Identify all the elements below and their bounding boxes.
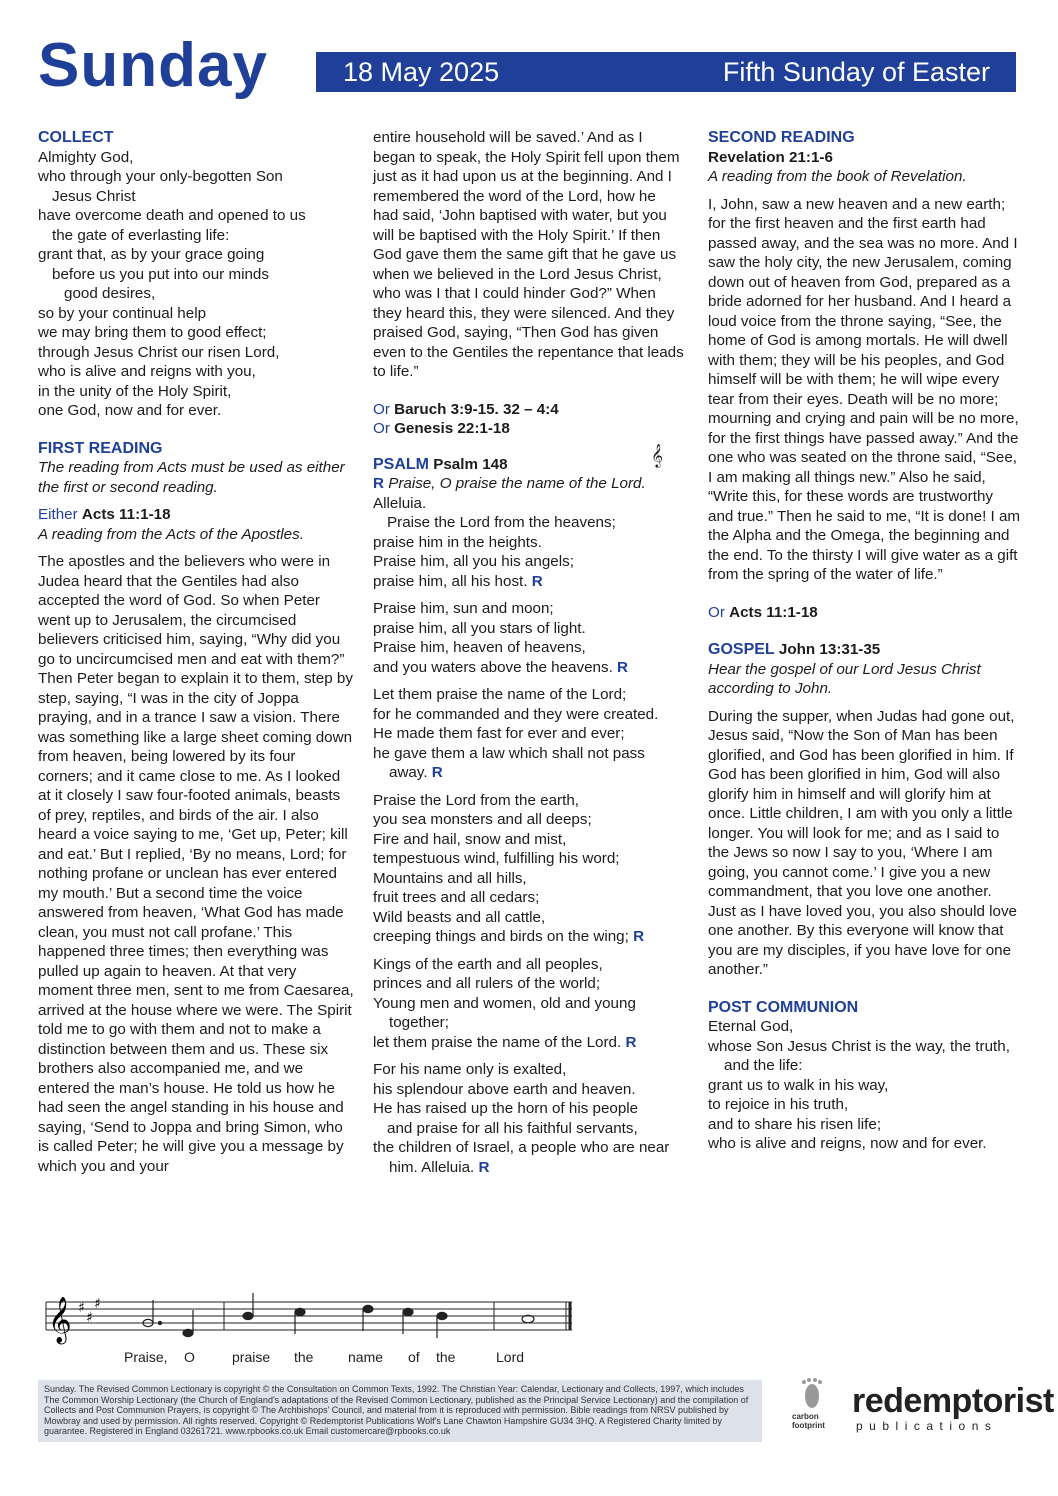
response-marker: R — [625, 1033, 637, 1051]
second-reading-intro: A reading from the book of Revelation. — [708, 168, 967, 185]
psalm-line — [373, 1138, 685, 1177]
psalm-line: Fire and hail, snow and mist, — [373, 830, 567, 848]
response-marker: R — [478, 1158, 490, 1176]
psalm-line: Mountains and all hills, — [373, 869, 527, 887]
psalm-line: praise him, all you stars of light. — [373, 619, 586, 637]
brand-logo: redemptorist — [852, 1382, 1054, 1420]
psalm-line: Kings of the earth and all peoples, — [373, 955, 603, 973]
post-communion-line: and to share his risen life; — [708, 1115, 882, 1133]
psalm-alleluia: Alleluia. — [373, 494, 427, 512]
psalm-line: for he commanded and they were created. — [373, 705, 659, 723]
collect-line: grant that, as by your grace going — [38, 246, 265, 263]
or-label: Or — [373, 400, 390, 418]
baruch-ref: Baruch 3:9-15. 32 – 4:4 — [394, 400, 559, 418]
psalm-line: Praise him, heaven of heavens, — [373, 639, 586, 656]
gospel-intro: Hear the gospel of our Lord Jesus Christ according to John. — [708, 660, 981, 697]
lyric-word: O — [184, 1349, 195, 1365]
revelation-ref: Revelation 21:1-6 — [708, 148, 833, 166]
gospel-heading-line — [708, 640, 1022, 660]
first-reading-intro: A reading from the Acts of the Apostles. — [38, 525, 304, 543]
collect-line: through Jesus Christ our risen Lord, — [38, 343, 280, 361]
first-reading-heading: FIRST READING — [38, 439, 163, 457]
first-reading-text: The apostles and the believers who were in Judea heard that the Gentiles had also accepted the word of God. So when Peter went up to Jerusalem, the circumcised believers criticised him, saying, “Why did you go to uncircumcised men and eat with them?” Then Peter began to explain it to them, step by step, saying, “I was in the city of Joppa praying, and in a trance I saw a vision. There was something like a large sheet coming down from heaven, being lowered by its four corners; and it came close to me. As I looked at it closely I saw four-footed animals, beasts of prey, reptiles, and birds of the air. I also heard a voice saying to me, ‘Get up, Peter; kill and eat.’ But I replied, ‘By no means, Lord; for nothing profane or unclean has ever entered my mouth.’ But a second time the voice answered from heaven, ‘What God has made clean, you must not call profane.’ This happened three times; then everything was pulled up again to heaven. At that very moment three men, sent to me from Caesarea, arrived at the house where we were. The Spirit told me to go with them and not to make a distinction between them and us. These six brothers also accompanied me, and we entered the man’s house. He told us how he had seen the angel standing in his house and saying, ‘Send to Joppa and bring Simon, who is called Peter; he will give you a message by which you and your — [38, 553, 354, 1175]
psalm-line: He has raised up the horn of his people — [373, 1100, 639, 1117]
collect-line: we may bring them to good effect; — [38, 324, 267, 341]
collect-line: Jesus Christ — [52, 187, 136, 205]
gospel-text: During the supper, when Judas had gone out, Jesus said, “Now the Son of Man has been glorified, and God has been glorified in him. If God has been glorified in him, God will also glorify him in himself and will glorify him at once. Little children, I am with you only a little longer. You will look for me; and as I said to the Jews so now I say to you, ‘Where I am going, you cannot come.’ I give you a new commandment, that you love one another. Just as I have loved you, you also should love one another. By this everyone will know that you are my disciples, if you have love for one another.” — [708, 707, 1018, 978]
post-communion-line: Eternal God, — [708, 1018, 794, 1035]
psalm-line-text: the children of Israel, a people who are near him. Alleluia. — [373, 1139, 670, 1176]
psalm-line — [373, 1033, 685, 1053]
alt-reading-1 — [373, 400, 685, 420]
psalm-line: Let them praise the name of the Lord; — [373, 686, 627, 703]
psalm-line-text: let them praise the name of the Lord. — [373, 1033, 622, 1051]
collect-heading: COLLECT — [38, 129, 114, 146]
collect-line: who through your only-begotten Son — [38, 168, 283, 185]
psalm-ref: Psalm 148 — [433, 455, 508, 473]
or-label: Or — [373, 420, 390, 437]
brand-subtitle: publications — [856, 1419, 998, 1433]
gospel-ref: John 13:31-35 — [778, 641, 881, 658]
collect-line: so by your continual help — [38, 304, 207, 322]
gospel-heading: GOSPEL — [708, 641, 775, 658]
copyright-footer: Sunday. The Revised Common Lectionary is copyright © the Consultation on Common Texts, 1992. The Christian Year: Calendar, Lectionary and Collects, 1997, which includes The Common Worship Lectionary (the Church of England's adaptations of the Revised Common Lectionary, published as the Principal Service Lectionary) and the compilation of Collects and Post Communion Prayers, is copyright © The Archbishops' Council, and material from it is reproduced with permission. Bible readings from NRSV published by Mowbray and used by permission. All rights reserved. Copyright © Redemptorist Publications Wolf's Lane Chawton Hampshire GU34 3HQ. A Registered Charity limited by guarantee. Registered in England 03261721. www.rpbooks.co.uk Email customercare@rpbooks.co.uk — [38, 1380, 762, 1442]
first-reading-text-cont: entire household will be saved.’ And as I began to speak, the Holy Spirit fell upon them just as it had upon us at the beginning. And I remembered the word of the Lord, how he had said, ‘John baptised with water, but you will be baptised with the Holy Spirit.’ If then God gave them the same gift that he gave us when we believed in the Lord Jesus Christ, who was I that I could hinder God?” When they heard this, they were silenced. And they praised God, saying, “Then God has given even to the Gentiles the repentance that leads to life.” — [373, 129, 684, 380]
psalm-line: Young men and women, old and young together; — [373, 994, 636, 1031]
note-quarter — [295, 1308, 305, 1315]
alt-second-reading — [708, 603, 1022, 623]
collect-line: good desires, — [64, 285, 156, 302]
psalm-line-text: and you waters above the heavens. — [373, 658, 613, 676]
psalm-line: He made them fast for ever and ever; — [373, 725, 625, 742]
music-staff — [38, 1288, 578, 1372]
response-marker: R — [431, 764, 443, 781]
alt-reading-2 — [373, 419, 685, 439]
collect-line: one God, now and for ever. — [38, 402, 222, 419]
note-eighth — [437, 1312, 447, 1319]
psalm-line: tempestuous wind, fulfilling his word; — [373, 850, 620, 867]
response-marker: R — [633, 928, 645, 945]
music-clef-icon: 𝄞 — [651, 444, 663, 467]
post-communion-heading: POST COMMUNION — [708, 998, 859, 1016]
psalm-line — [373, 658, 685, 678]
response-marker: R — [373, 475, 384, 492]
column-2 — [373, 128, 685, 1177]
psalm-line: Wild beasts and all cattle, — [373, 908, 546, 926]
psalm-line: Praise him, all you his angels; — [373, 553, 574, 570]
first-reading-ref — [38, 505, 354, 525]
collect-line: have overcome death and opened to us — [38, 207, 306, 224]
response-text: Praise, O praise the name of the Lord. — [388, 475, 646, 492]
collect-line: before us you put into our minds — [52, 265, 269, 283]
psalm-line: you sea monsters and all deeps; — [373, 811, 592, 828]
psalm-line — [373, 744, 685, 783]
psalm-line: his splendour above earth and heaven. — [373, 1080, 636, 1098]
second-reading-heading: SECOND READING — [708, 129, 855, 146]
post-communion-line: to rejoice in his truth, — [708, 1096, 849, 1113]
lyric-word: praise — [232, 1349, 271, 1365]
note-eighth — [403, 1308, 413, 1315]
lyric-word: the — [294, 1349, 314, 1365]
second-reading-text: I, John, saw a new heaven and a new earth; for the first heaven and the first earth had passed away, and the sea was no more. And I saw the holy city, the new Jerusalem, coming down out of heaven from God, prepared as a bride adorned for her husband. And I heard a loud voice from the throne saying, “See, the home of God is among mortals. He will dwell with them; they will be his peoples, and God himself will be with them; he will wipe every tear from their eyes. Death will be no more; mourning and crying and pain will be no more, for the first things have passed away.” And the one who was seated on the throne said, “See, I am making all things new.” Also he said, “Write this, for these words are trustworthy and true.” Then he said to me, “It is done! I am the Alpha and the Omega, the beginning and the end. To the thirsty I will give water as a gift from the spring of the water of life.” — [708, 195, 1021, 583]
response-marker: R — [531, 572, 543, 590]
psalm-line-text: praise him, all his host. — [373, 572, 528, 590]
collect-line: who is alive and reigns with you, — [38, 363, 256, 380]
sharp-icon: ♯ — [94, 1296, 101, 1312]
carbon-footprint-label: carbon footprint — [792, 1412, 825, 1430]
psalm-response — [373, 474, 685, 494]
response-marker: R — [617, 658, 628, 676]
post-communion-line: grant us to walk in his way, — [708, 1076, 889, 1094]
psalm-line — [373, 927, 685, 947]
psalm-line: praise him in the heights. — [373, 533, 542, 551]
day-title: Sunday — [38, 31, 268, 100]
acts-alt-ref: Acts 11:1-18 — [729, 603, 818, 621]
psalm-line: Praise the Lord from the earth, — [373, 791, 579, 809]
psalm-line: Praise him, sun and moon; — [373, 600, 554, 617]
note-quarter — [243, 1312, 253, 1319]
psalm-line: For his name only is exalted, — [373, 1061, 567, 1078]
psalm-line: Praise the Lord from the heavens; — [387, 514, 616, 531]
occasion: Fifth Sunday of Easter — [722, 57, 990, 87]
collect-line: the gate of everlasting life: — [52, 226, 230, 244]
or-label: Or — [708, 603, 725, 621]
column-1 — [38, 128, 354, 1176]
either-label: Either — [38, 506, 78, 523]
psalm-heading-line — [373, 444, 685, 475]
sharp-icon: ♯ — [86, 1310, 93, 1326]
psalm-heading: PSALM — [373, 455, 429, 473]
psalm-line: princes and all rulers of the world; — [373, 975, 601, 992]
first-reading-note: The reading from Acts must be used as either the first or second reading. — [38, 459, 345, 496]
date: 18 May 2025 — [343, 57, 500, 87]
post-communion-line: who is alive and reigns, now and for ever. — [708, 1135, 987, 1152]
lyric-word: name — [348, 1349, 384, 1365]
note-eighth — [363, 1305, 373, 1312]
staff-svg — [38, 1288, 578, 1372]
note-quarter — [183, 1329, 193, 1336]
psalm-line — [373, 572, 685, 592]
collect-line: in the unity of the Holy Spirit, — [38, 382, 232, 400]
genesis-ref: Genesis 22:1-18 — [394, 420, 510, 437]
page-header — [38, 31, 1028, 106]
acts-ref: Acts 11:1-18 — [81, 506, 171, 523]
lyric-word: Praise, — [124, 1349, 168, 1365]
psalm-line: and praise for all his faithful servants, — [387, 1119, 638, 1137]
column-3 — [708, 128, 1022, 1154]
lyric-word: Lord — [496, 1349, 525, 1365]
psalm-line-text: he gave them a law which shall not pass away. — [373, 744, 645, 781]
lyric-word: the — [436, 1349, 456, 1365]
treble-clef-icon: 𝄞 — [48, 1297, 72, 1343]
psalm-line: fruit trees and all cedars; — [373, 889, 540, 906]
collect-line: Almighty God, — [38, 148, 134, 166]
sharp-icon: ♯ — [78, 1300, 85, 1316]
post-communion-line: whose Son Jesus Christ is the way, the truth, and the life: — [708, 1037, 1010, 1074]
lyric-word: of — [408, 1349, 420, 1365]
psalm-line-text: creeping things and birds on the wing; — [373, 928, 629, 945]
